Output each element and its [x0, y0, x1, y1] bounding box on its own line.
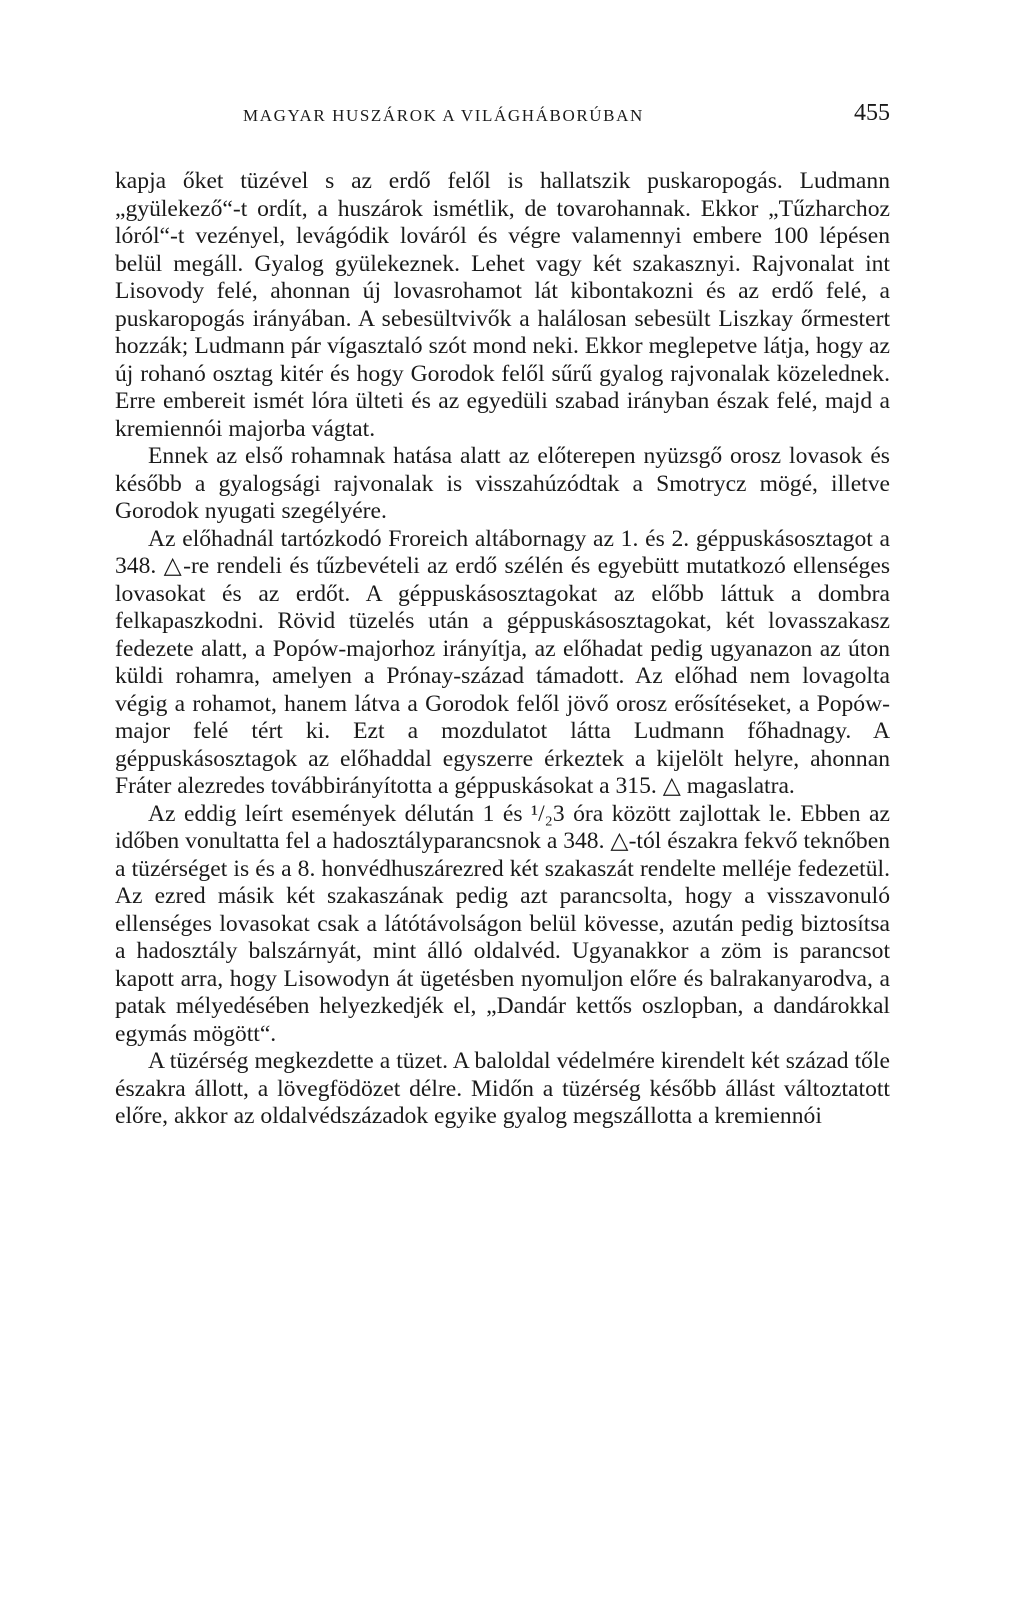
paragraph-2: Ennek az első rohamnak hatása alatt az előterepen nyüzsgő orosz lovasok és később a gyalogsági rajvonalak is visszahúzódtak a Smotrycz mögé, illetve Gorodok nyugati szegélyére. — [115, 443, 890, 524]
paragraph-3: Az előhadnál tartózkodó Froreich altábornagy az 1. és 2. géppuskásosztagot a 348. △-re rendeli és tűzbevételi az erdő szélén és egyebütt mutatkozó ellenséges lovasokat és az erdőt. A géppuskásosztagokat az előbb láttuk a dombra felkapaszkodni. Rövid tüzelés után a géppuskásosztagokat, két lovasszakasz fedezete alatt, a Popów-majorhoz irányítja, az előhadat pedig ugyanazon az úton küldi rohamra, amelyen a Prónay-század támadott. Az előhad nem lovagolta végig a rohamot, hanem látva a Gorodok felől jövő orosz erősítéseket, a Popów-major felé tért ki. Ezt a mozdulatot látta Ludmann főhadnagy. A géppuskásosztagok az előhaddal egyszerre érkeztek a kijelölt helyre, ahonnan Fráter alezredes továbbirányította a géppuskásokat a 315. △ magaslatra. — [115, 525, 890, 799]
body-text — [115, 168, 890, 1131]
paragraph-4: Az eddig leírt események délután 1 és ¹/₂3 óra között zajlottak le. Ebben az időben vonultatta fel a hadosztályparancsnok a 348. △-tól északra fekvő teknőben a tüzérséget is és a 8. honvédhuszárezred két szakaszát rendelte melléje fedezetül. Az ezred másik két szakaszának pedig azt parancsolta, hogy a visszavonuló ellenséges lovasokat csak a látótávolságon belül kövesse, azután pedig biztosítsa a hadosztály balszárnyát, mint álló oldalvéd. Ugyanakkor a zöm is parancsot kapott arra, hogy Lisowodyn át ügetésben nyomuljon előre és balrakanyarodva, a patak mélyedésében helyezkedjék el, „Dandár kettős oszlopban, a dandárokkal egymás mögött“. — [115, 800, 890, 1047]
paragraph-5: A tüzérség megkezdette a tüzet. A baloldal védelmére kirendelt két század tőle északra állott, a lövegfödözet délre. Midőn a tüzérség később állást változtatott előre, akkor az oldalvédszázadok egyike gyalog megszállotta a kremiennói — [115, 1048, 890, 1129]
page-number: 455 — [854, 100, 890, 126]
paragraph-1: kapja őket tüzével s az erdő felől is hallatszik puskaropogás. Ludmann „gyülekező“-t ordít, a huszárok ismétlik, de tovarohannak. Ekkor „Tűzharchoz lóról“-t vezényel, levágódik lováról és végre valamennyi embere 100 lépésen belül megáll. Gyalog gyülekeznek. Lehet vagy két szakasznyi. Rajvonalat int Lisovody felé, ahonnan új lovasrohamot lát kibontakozni és az erdő felé, a puskaropogás irányában. A sebesültvivők a halálosan sebesült Liszkay őrmestert hozzák; Ludmann pár vígasztaló szót mond neki. Ekkor meglepetve látja, hogy az új rohanó osztag kitér és hogy Gorodok felől sűrű gyalog rajvonalak közelednek. Erre embereit ismét lóra ülteti és az egyedüli szabad irányban észak felé, majd a kremiennói majorba vágtat. — [115, 168, 890, 442]
running-title: MAGYAR HUSZÁROK A VILÁGHÁBORÚBAN — [243, 106, 644, 125]
running-header — [115, 100, 890, 130]
